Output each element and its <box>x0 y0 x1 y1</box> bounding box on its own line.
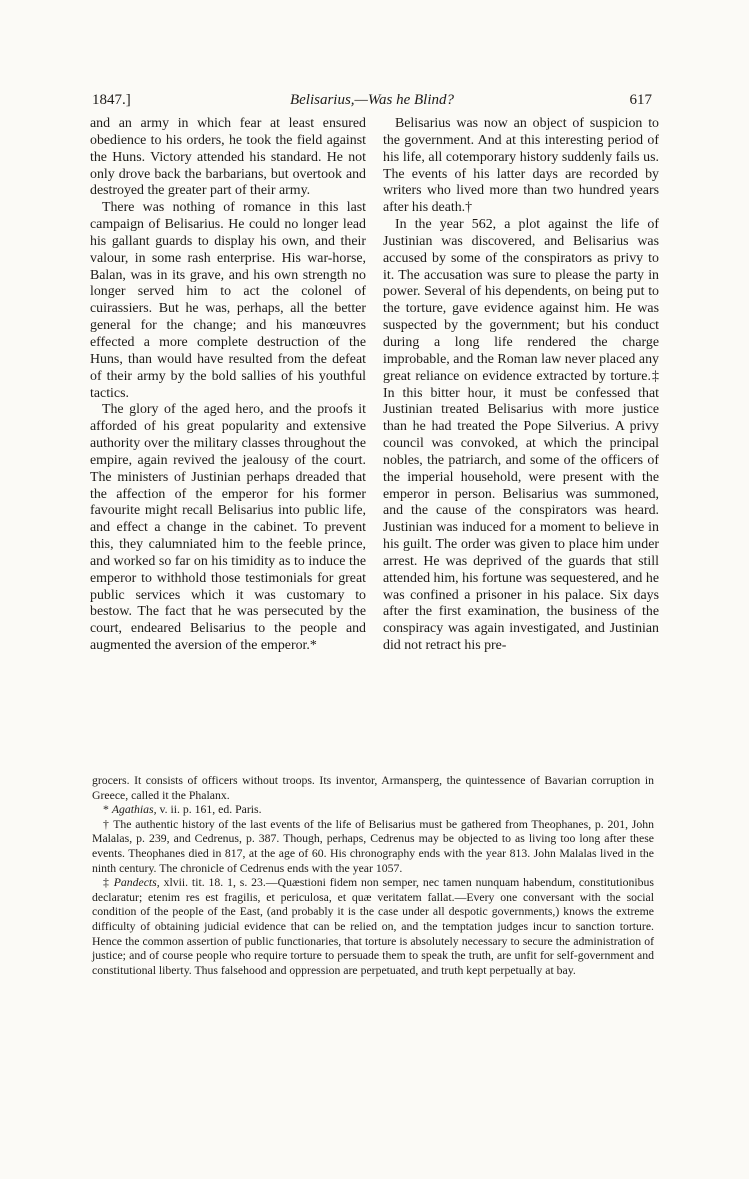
footnote-continuation <box>92 774 654 803</box>
footnote-marker: ‡ <box>103 876 114 890</box>
footnote <box>92 818 654 876</box>
footnote-marker: * <box>103 803 112 817</box>
paragraph: There was nothing of romance in this last campaign of Belisarius. He could no longer lead his gallant guards to display his own, and their valour, in some rash enterprise. His war-horse, Balan, was in its grave, and his own strength no longer served him to act the colonel of cuirassiers. But he was, perhaps, all the better general for the change; and his manœuvres effected a more complete destruction of the Huns, than would have resulted from the defeat of their army by the bold sallies of his youthful tactics. <box>90 200 366 401</box>
footnotes <box>92 774 654 978</box>
footnote-source: Pandects, <box>113 876 160 890</box>
header-title: Belisarius,—Was he Blind? <box>289 92 455 108</box>
paragraph: In the year 562, a plot against the life of Justinian was discovered, and Belisarius was accused by some of the conspirators as privy to it. The accusation was sure to please the party in power. Several of his dependents, on being put to the torture, gave evidence against him. He was suspected by the government; but his conduct during a long life rendered the charge improbable, and the Roman law never placed any great reliance on evidence extracted by torture.‡ In this bitter hour, it must be confessed that Justinian treated Belisarius with more justice than he had treated the Pope Silverius. A privy council was convoked, at which the principal nobles, the patriarch, and some of the officers of the imperial household, were present with the emperor in person. Belisarius was summoned, and the cause of the conspirators was heard. Justinian was induced for a moment to believe in his guilt. The order was given to place him under arrest. He was deprived of the guards that still attended him, his fortune was sequestered, and he was confined a prisoner in his palace. Six days after the first examination, the business of the conspiracy was again investigated, and Justinian did not retract his pre- <box>383 217 659 654</box>
footnote <box>92 803 654 818</box>
running-header <box>92 92 652 112</box>
left-column <box>90 116 366 655</box>
paragraph: Belisarius was now an object of suspicion to the government. And at this interesting period of his life, all cotemporary history suddenly fails us. The events of his latter days are recorded by writers who lived more than two hundred years after his death.† <box>383 116 659 216</box>
header-year: 1847.] <box>92 92 131 108</box>
footnote-source: Agathias, <box>111 803 157 817</box>
footnote-text: xlvii. tit. 18. 1, s. 23.—Quæstioni fidem non semper, nec tamen nunquam habendum, constitutionibus declaratur; etenim res est fragilis, et periculosa, et quæ veritatem fallat.—Every one conversant with the social condition of the people of the East, (and probably it is the case under all despotic governments,) knows the extreme difficulty of obtaining judicial evidence that can be relied on, and the temptation judges incur to sanction torture. Hence the common assertion of public functionaries, that torture is absolutely necessary to secure the administration of justice; and of course people who require torture to persuade them to speak the truth, are unfit for self-government and constitutional liberty. Thus falsehood and oppression are perpetuated, and truth kept perpetually at bay. <box>92 876 655 977</box>
page-number: 617 <box>629 92 652 108</box>
footnote-marker: † <box>103 817 114 831</box>
right-column <box>383 116 659 655</box>
footnote <box>92 876 654 978</box>
footnote-text: grocers. It consists of officers without troops. Its inventor, Armansperg, the quintessence of Bavarian corruption in Greece, called it the Phalanx. <box>92 774 654 802</box>
paragraph: The glory of the aged hero, and the proofs it afforded of his great popularity and extensive authority over the military classes throughout the empire, again revived the jealousy of the court. The ministers of Justinian perhaps dreaded that the affection of the emperor for his former favourite might recall Belisarius into public life, and effect a change in the cabinet. To prevent this, they calumniated him to the feeble prince, and worked so far on his timidity as to induce the emperor to withhold those testimonials for great public services which it was customary to bestow. The fact that he was persecuted by the court, endeared Belisarius to the people and augmented the aversion of the emperor.* <box>90 402 366 654</box>
paragraph: and an army in which fear at least ensured obedience to his orders, he took the field against the Huns. Victory attended his standard. He not only drove back the barbarians, but overtook and destroyed the greater part of their army. <box>90 116 366 199</box>
footnote-text: v. ii. p. 161, ed. Paris. <box>156 803 262 817</box>
footnote-text: The authentic history of the last events of the life of Belisarius must be gathered from Theophanes, p. 201, John Malalas, p. 239, and Cedrenus, p. 387. Though, perhaps, Cedrenus may be objected to as living too long after these events. Theophanes died in 817, at the age of 60. His chronography ends with the year 813. John Malalas lived in the ninth century. The chronicle of Cedrenus ends with the year 1057. <box>92 817 654 875</box>
